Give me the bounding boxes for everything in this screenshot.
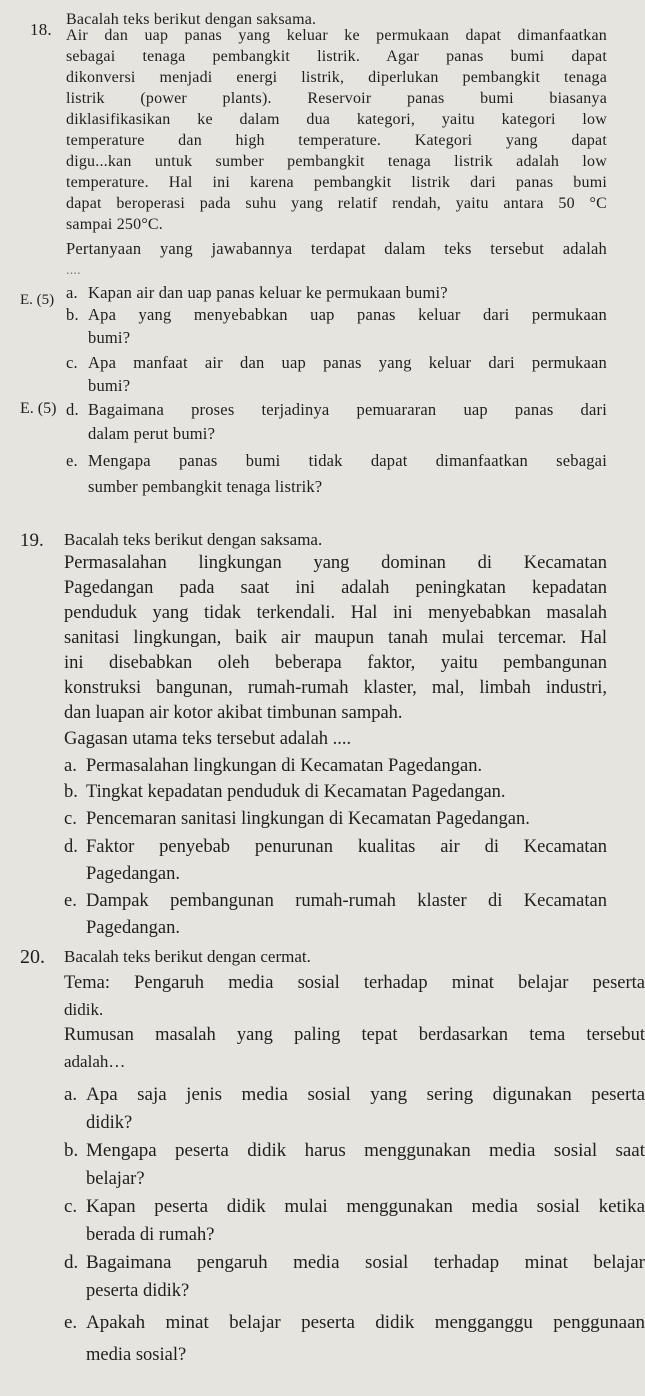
passage-line: listrik (power plants). Reservoir panas bumi biasanya <box>66 90 607 107</box>
passage-line: sanitasi lingkungan, baik air maupun tanah mulai tercemar. Hal <box>64 628 607 648</box>
passage-line: Permasalahan lingkungan yang dominan di Kecamatan <box>64 553 607 573</box>
option-a[interactable]: a. Permasalahan lingkungan di Kecamatan Pagedangan. <box>64 756 483 776</box>
passage-line: Pagedangan pada saat ini adalah peningkatan kepadatan <box>64 578 607 598</box>
passage-line: ini disebabkan oleh beberapa faktor, yaitu pembangunan <box>64 653 607 673</box>
option-b-cont: bumi? <box>88 328 131 347</box>
option-a[interactable]: a. Kapan air dan uap panas keluar ke permukaan bumi? <box>66 283 448 302</box>
passage-line: Air dan uap panas yang keluar ke permukaan dapat dimanfaatkan <box>66 27 607 44</box>
option-d[interactable]: d. Bagaimana pengaruh media sosial terhadap minat belajar <box>64 1252 645 1273</box>
question-stem: Pertanyaan yang jawabannya terdapat dalam teks tersebut adalah <box>66 239 607 258</box>
passage-line: konstruksi bangunan, rumah-rumah klaster, mal, limbah industri, <box>64 678 607 698</box>
option-d[interactable]: d. Bagaimana proses terjadinya pemuararan uap panas dari <box>66 400 607 419</box>
passage-line: sampai 250°C. <box>66 216 163 233</box>
passage-line: temperature. Hal ini karena pembangkit listrik dari panas bumi <box>66 174 607 191</box>
option-a[interactable]: a. Apa saja jenis media sosial yang sering digunakan peserta <box>64 1084 645 1105</box>
question-number: 18. <box>30 20 52 39</box>
passage-line: dikonversi menjadi energi listrik, diperlukan pembangkit tenaga <box>66 69 607 86</box>
option-c[interactable]: c. Kapan peserta didik mulai menggunakan media sosial ketika <box>64 1196 645 1217</box>
ellipsis: .... <box>66 263 81 278</box>
option-b-cont: belajar? <box>86 1169 145 1189</box>
passage-line: sebagai tenaga pembangkit listrik. Agar panas bumi dapat <box>66 48 607 65</box>
option-e[interactable]: e. Mengapa panas bumi tidak dapat dimanfaatkan sebagai <box>66 451 607 470</box>
option-e-cont: Pagedangan. <box>86 918 181 938</box>
passage-line: diklasifikasikan ke dalam dua kategori, yaitu kategori low <box>66 111 607 128</box>
option-e-cont: media sosial? <box>86 1345 187 1365</box>
option-c-cont: bumi? <box>88 376 131 395</box>
question-stem: Gagasan utama teks tersebut adalah .... <box>64 729 352 749</box>
option-e[interactable]: e. Dampak pembangunan rumah-rumah klaster di Kecamatan <box>64 891 607 911</box>
passage-line: digu...kan untuk sumber pembangkit tenaga listrik adalah low <box>66 153 607 170</box>
question-intro: Bacalah teks berikut dengan cermat. <box>64 947 311 966</box>
option-c[interactable]: c. Apa manfaat air dan uap panas yang keluar dari permukaan <box>66 353 607 372</box>
option-d-cont: dalam perut bumi? <box>88 424 216 443</box>
passage-line: dan luapan air kotor akibat timbunan sampah. <box>64 703 403 723</box>
question-intro: Bacalah teks berikut dengan saksama. <box>64 530 323 549</box>
student-mark: E. (5) <box>20 400 57 417</box>
option-b[interactable]: b. Tingkat kepadatan penduduk di Kecamatan Pagedangan. <box>64 782 506 802</box>
option-c[interactable]: c. Pencemaran sanitasi lingkungan di Kecamatan Pagedangan. <box>64 809 530 829</box>
option-c-cont: berada di rumah? <box>86 1225 215 1245</box>
question-number: 20. <box>20 946 45 968</box>
question-intro: Bacalah teks berikut dengan saksama. <box>66 11 317 28</box>
student-mark: E. (5) <box>20 292 55 308</box>
passage-line: dapat beroperasi pada suhu yang relatif rendah, yaitu antara 50 °C <box>66 195 607 212</box>
option-d-cont: peserta didik? <box>86 1281 190 1301</box>
option-e-cont: sumber pembangkit tenaga listrik? <box>88 477 323 496</box>
question-number: 19. <box>20 530 44 551</box>
option-b[interactable]: b. Mengapa peserta didik harus menggunakan media sosial saat <box>64 1140 645 1161</box>
option-b[interactable]: b. Apa yang menyebabkan uap panas keluar dari permukaan <box>66 305 607 324</box>
question-stem: Rumusan masalah yang paling tepat berdasarkan tema tersebut <box>64 1025 645 1045</box>
passage-line: temperature dan high temperature. Kategori yang dapat <box>66 132 607 149</box>
option-a-cont: didik? <box>86 1113 133 1133</box>
passage-line: penduduk yang tidak terkendali. Hal ini menyebabkan masalah <box>64 603 607 623</box>
theme-line: didik. <box>64 1000 104 1019</box>
option-d[interactable]: d. Faktor penyebab penurunan kualitas air di Kecamatan <box>64 837 607 857</box>
option-d-cont: Pagedangan. <box>86 864 181 884</box>
theme-line: Tema: Pengaruh media sosial terhadap minat belajar peserta <box>64 973 645 993</box>
option-e[interactable]: e. Apakah minat belajar peserta didik mengganggu penggunaan <box>64 1312 645 1333</box>
question-stem-cont: adalah… <box>64 1052 126 1071</box>
